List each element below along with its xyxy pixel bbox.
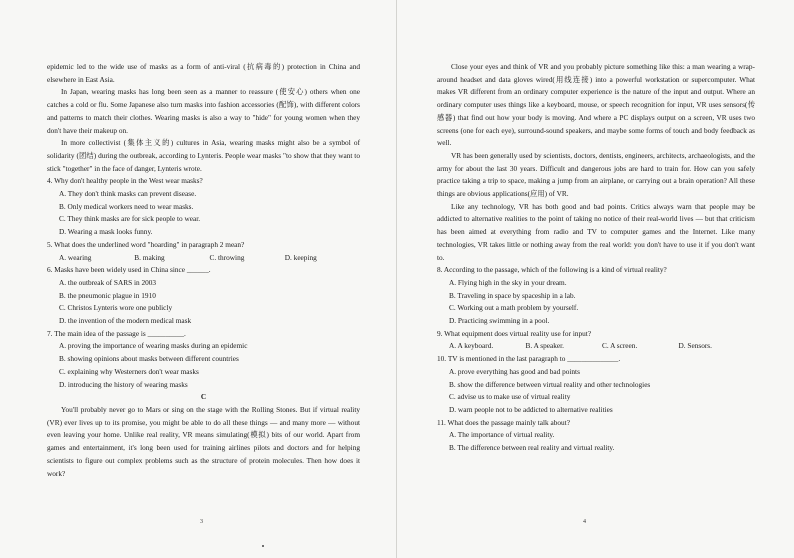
right-page bbox=[397, 0, 794, 558]
question-7-option-b: B. showing opinions about masks between different countries bbox=[59, 354, 239, 364]
question-11-option-b: B. The difference between real reality and virtual reality. bbox=[449, 443, 615, 453]
question-9-option-b: B. A speaker. bbox=[525, 341, 565, 351]
question-8-option-d: D. Practicing swimming in a pool. bbox=[449, 316, 550, 326]
question-6-option-a: A. the outbreak of SARS in 2003 bbox=[59, 277, 157, 287]
question-11-option-a: A. The importance of virtual reality. bbox=[449, 430, 555, 440]
question-8-option-a: A. Flying high in the sky in your dream. bbox=[449, 277, 567, 287]
question-5-option-a: A. wearing bbox=[59, 252, 92, 262]
question-6: 6. Masks have been widely used in China since ______. bbox=[47, 265, 211, 275]
passage-c-paragraph-4: Like any technology, VR has both good and bad points. Critics always warn that people may be addicted to alternative realities to the point of taking no notice of their real-world lives — but that criticism has been aimed at everything from radio and TV to computer games and the Internet. Like many technologies, VR takes little or nothing away from the real world: you don't have to use it if you don't want to. bbox=[437, 201, 755, 262]
question-4-option-b: B. Only medical workers need to wear masks. bbox=[59, 201, 194, 211]
question-5: 5. What does the underlined word "hoarding" in paragraph 2 mean? bbox=[47, 239, 245, 249]
question-6-option-b: B. the pneumonic plague in 1910 bbox=[59, 290, 156, 300]
page-number: 4 bbox=[583, 519, 586, 525]
question-9-option-a: A. A keyboard. bbox=[449, 341, 494, 351]
question-10: 10. TV is mentioned in the last paragraph to ______________. bbox=[437, 354, 621, 364]
question-7-option-d: D. introducing the history of wearing masks bbox=[59, 379, 188, 389]
question-7-option-a: A. proving the importance of wearing masks during an epidemic bbox=[59, 341, 248, 351]
question-4: 4. Why don't healthy people in the West wear masks? bbox=[47, 176, 203, 186]
question-10-option-a: A. prove everything has good and bad points bbox=[449, 366, 580, 376]
question-6-option-c: C. Christos Lynteris wore one publicly bbox=[59, 303, 173, 313]
section-c-heading: C bbox=[200, 392, 207, 402]
question-9: 9. What equipment does virtual reality use for input? bbox=[437, 328, 592, 338]
scan-speck bbox=[262, 545, 264, 547]
question-5-options bbox=[47, 252, 360, 265]
right-page-content bbox=[437, 61, 755, 455]
question-8-option-b: B. Traveling in space by spaceship in a lab. bbox=[449, 290, 576, 300]
question-4-option-d: D. Wearing a mask looks funny. bbox=[59, 227, 153, 237]
question-9-option-d: D. Sensors. bbox=[678, 341, 712, 351]
passage-b-paragraph-3: In more collectivist (集体主义的) cultures in Asia, wearing masks might also be a symbol of solidarity (团结) during the outbreak, according to Lynteris. People wear masks "to show that they want to stick "together" in the face of danger, Lynteris wrote. bbox=[47, 138, 360, 173]
question-5-option-c: C. throwing bbox=[209, 252, 245, 262]
question-5-option-b: B. making bbox=[134, 252, 165, 262]
question-10-option-c: C. advise us to make use of virtual reality bbox=[449, 392, 571, 402]
question-10-option-d: D. warn people not to be addicted to alternative realities bbox=[449, 404, 613, 414]
question-6-option-d: D. the invention of the modern medical mask bbox=[59, 316, 192, 326]
question-10-option-b: B. show the difference between virtual reality and other technologies bbox=[449, 379, 651, 389]
question-7: 7. The main idea of the passage is __________. bbox=[47, 328, 186, 338]
question-8-option-c: C. Working out a math problem by yourself. bbox=[449, 303, 579, 313]
page-number: 3 bbox=[200, 519, 203, 525]
question-9-options bbox=[437, 340, 755, 353]
question-11: 11. What does the passage mainly talk about? bbox=[437, 417, 570, 427]
question-4-option-c: C. They think masks are for sick people to wear. bbox=[59, 214, 201, 224]
passage-c-paragraph-3: VR has been generally used by scientists, doctors, dentists, engineers, architects, archaeologists, and the army for about the last 30 years. Difficult and dangerous jobs are hard to train for. How can you safely practice taking a trip to space, making a jump from an airplane, or carrying out a brain operation? All these things are obvious applications(应用) of VR. bbox=[437, 150, 755, 199]
question-8: 8. According to the passage, which of the following is a kind of virtual reality? bbox=[437, 265, 667, 275]
question-4-option-a: A. They don't think masks can prevent disease. bbox=[59, 189, 197, 199]
question-5-option-d: D. keeping bbox=[284, 252, 317, 262]
left-page-content bbox=[47, 61, 360, 480]
passage-b-paragraph-2: In Japan, wearing masks has long been seen as a manner to reassure (使安心) others when one catches a cold or flu. Some Japanese also turn masks into fashion accessories (配饰), with different colors and patterns to match their clothes. Wearing masks is also a way to "hide" for young women when they don't have their makeup on. bbox=[47, 87, 360, 135]
passage-b-paragraph-1: epidemic led to the wide use of masks as a form of anti-viral (抗病毒的) protection in China and elsewhere in East Asia. bbox=[47, 62, 360, 84]
passage-c-paragraph-1: You'll probably never go to Mars or sing on the stage with the Rolling Stones. But if virtual reality (VR) ever lives up to its promise, you might be able to do all these things — and many more — without even leaving your home. Unlike real reality, VR means simulating(模拟) bits of our world. Apart from games and entertainment, it's long been used for training airlines pilots and doctors and for helping scientists to figure out complex problems such as the structure of protein molecules. Then how does it work? bbox=[47, 404, 360, 478]
question-9-option-c: C. A screen. bbox=[602, 341, 638, 351]
passage-c-paragraph-2: Close your eyes and think of VR and you probably picture something like this: a man wearing a wrap-around headset and data gloves wired(用线连接) into a powerful workstation or supercomputer. What makes VR different from an ordinary computer experience is the nature of the input and output. Where an ordinary computer uses things like a keyboard, mouse, or speech recognition for input, VR uses sensors(传感器) that find out how your body is moving. And where a PC displays output on a screen, VR uses two screens (one for each eye), surround-sound speakers, and maybe some forms of touch and body feedback as well. bbox=[437, 62, 755, 148]
question-7-option-c: C. explaining why Westerners don't wear masks bbox=[59, 366, 199, 376]
